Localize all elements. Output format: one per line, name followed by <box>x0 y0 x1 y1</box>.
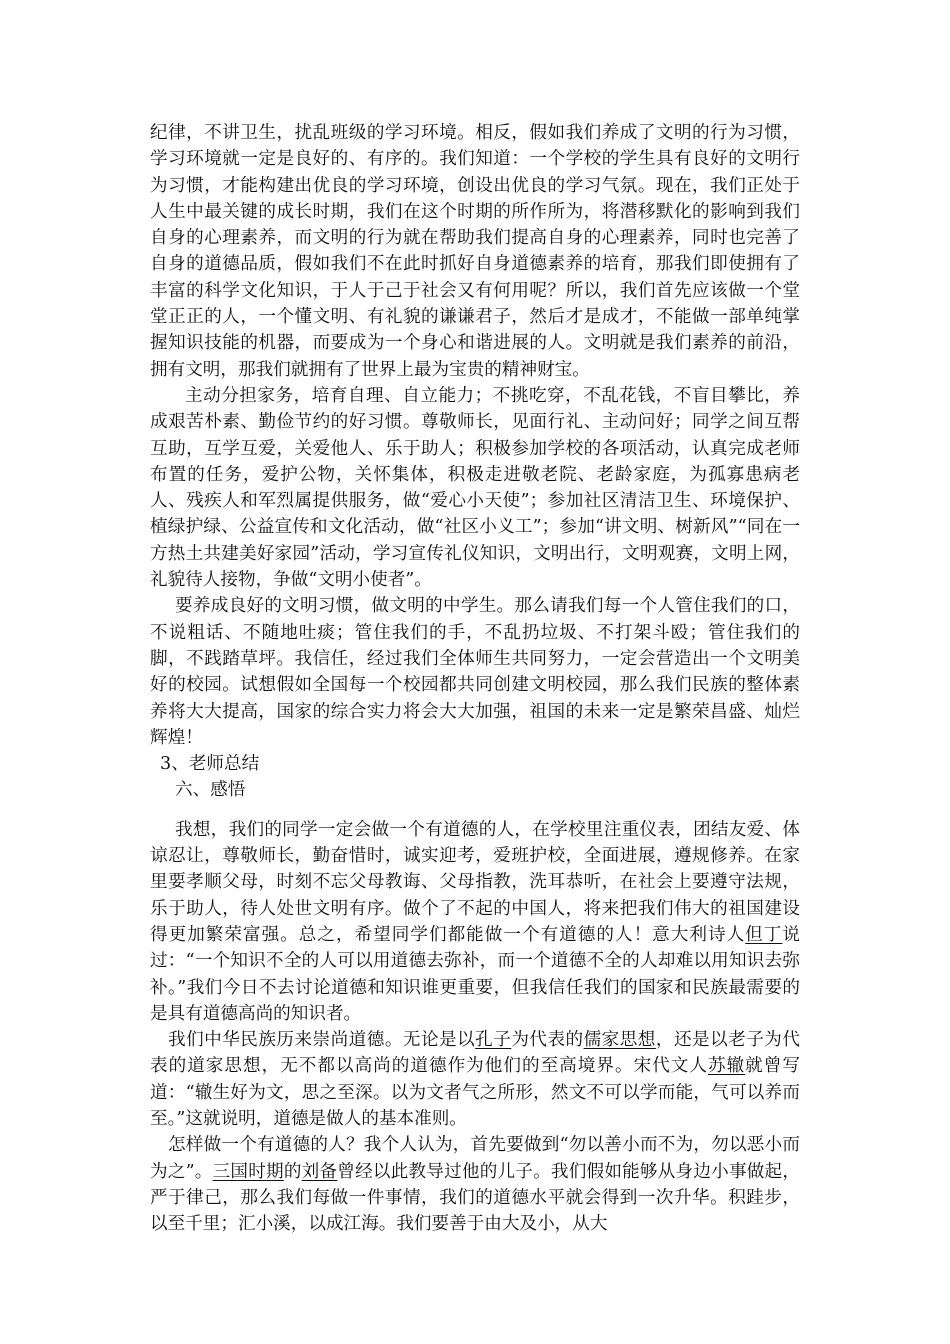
document-page <box>150 120 800 1237</box>
text-run: 曾经以此教导过他的儿子。我们假如能够从身边小事做起，严于律己，那么我们每做一件事情，我们的道德水平就会得到一次升华。积跬步，以至千里；汇小溪，以成江海。我们要善于由大及小，从大 <box>150 1161 800 1235</box>
heading-reflection: 六、感悟 <box>175 780 246 801</box>
spacer <box>150 804 800 817</box>
link-three-kingdoms[interactable]: 三国时期 <box>212 1161 284 1182</box>
link-su-zhe[interactable]: 苏辙 <box>707 1056 746 1077</box>
paragraph-moral-person <box>150 817 800 1027</box>
text-run: 的 <box>283 1161 302 1182</box>
text-run: 怎样做一个有道德的人？我个人认为，首先要做到“勿以善小而不为，勿以恶小而为之”。 <box>150 1135 800 1182</box>
link-liu-bei[interactable]: 刘备 <box>301 1161 338 1182</box>
heading-teacher-summary: 3、老师总结 <box>160 754 260 775</box>
text-run: 就曾写道：“辙生好为文，思之至深。以为文者气之所形，然文不可以学而能，气可以养而至。”这就说明，道德是做人的基本准则。 <box>150 1056 800 1129</box>
paragraph-civility-environment: 纪律，不讲卫生，扰乱班级的学习环境。相反，假如我们养成了文明的行为习惯，学习环境就一定是良好的、有序的。我们知道：一个学校的学生具有良好的文明行为习惯，才能构建出优良的学习环境，创设出优良的学习气氛。现在，我们正处于人生中最关键的成长时期，我们在这个时期的所作所为，将潜移默化的影响到我们自身的心理素养，而文明的行为就在帮助我们提高自身的心理素养，同时也完善了自身的道德品质，假如我们不在此时抓好自身道德素养的培育，那我们即使拥有了丰富的科学文化知识，于人于己于社会又有何用呢？所以，我们首先应该做一个堂堂正正的人，一个懂文明、有礼貌的谦谦君子，然后才是成才，不能做一部单纯掌握知识技能的机器，而要成为一个身心和谐进展的人。文明就是我们素养的前沿，拥有文明，那我们就拥有了世界上最为宝贵的精神财宝。 <box>150 123 800 380</box>
paragraph-how-to-be-moral <box>150 1132 800 1237</box>
text-run: 说过：“一个知识不全的人可以用道德去弥补，而一个道德不全的人却难以用知识去弥补。”我们今日不去讨论道德和知识谁更重要，但我信任我们的国家和民族最需要的是具有道德高尚的知识者。 <box>150 924 800 1024</box>
text-run: 我想，我们的同学一定会做一个有道德的人，在学校里注重仪表，团结友爱、体谅忍让，尊敬师长，勤奋惜时，诚实迎考，爱班护校，全面进展，遵规修养。在家里要孝顺父母，时刻不忘父母教诲、父母指教，洗耳恭听，在社会上要遵守法规，乐于助人，待人处世文明有序。做个了不起的中国人，将来把我们伟大的祖国建设得更加繁荣富强。总之，希望同学们都能做一个有道德的人！意大利诗人 <box>150 819 800 945</box>
text-run: 我们中华民族历来崇尚道德。无论是以 <box>168 1030 476 1051</box>
paragraph-chinese-virtue <box>150 1027 800 1132</box>
paragraph-good-habits: 要养成良好的文明习惯，做文明的中学生。那么请我们每一个人管住我们的口，不说粗话、不随地吐痰；管住我们的手，不乱扔垃圾、不打架斗殴；管住我们的脚，不践踏草坪。我信任，经过我们全体师生共同努力，一定会营造出一个文明美好的校园。试想假如全国每一个校园都共同创建文明校园，那么我们民族的整体素养将大大提高，国家的综合实力将会大大加强，祖国的未来一定是繁荣昌盛、灿烂辉煌！ <box>150 596 800 748</box>
text-run: 为代表的 <box>511 1030 584 1051</box>
paragraph-household-duties: 主动分担家务，培育自理、自立能力；不挑吃穿，不乱花钱，不盲目攀比，养成艰苦朴素、勤俭节约的好习惯。尊敬师长，见面行礼、主动问好；同学之间互帮互助，互学互爱，关爱他人、乐于助人；积极参加学校的各项活动，认真完成老师布置的任务，爱护公物，关怀集体，积极走进敬老院、老龄家庭，为孤寡患病老人、残疾人和军烈属提供服务，做“爱心小天使”；参加社区清洁卫生、环境保护、植绿护绿、公益宣传和文化活动，做“社区小义工”；参加“讲文明、树新风”“同在一方热土共建美好家园”活动，学习宣传礼仪知识，文明出行，文明观赛，文明上网，礼貌待人接物，争做“文明小使者”。 <box>150 385 800 591</box>
link-dante[interactable]: 但丁 <box>745 924 783 945</box>
link-confucianism[interactable]: 儒家思想 <box>583 1030 656 1051</box>
text-run: ，还是以老子为代表的道家思想，无不都以高尚的道德作为他们的至高境界。宋代文人 <box>150 1030 800 1077</box>
link-confucius[interactable]: 孔子 <box>475 1030 512 1051</box>
